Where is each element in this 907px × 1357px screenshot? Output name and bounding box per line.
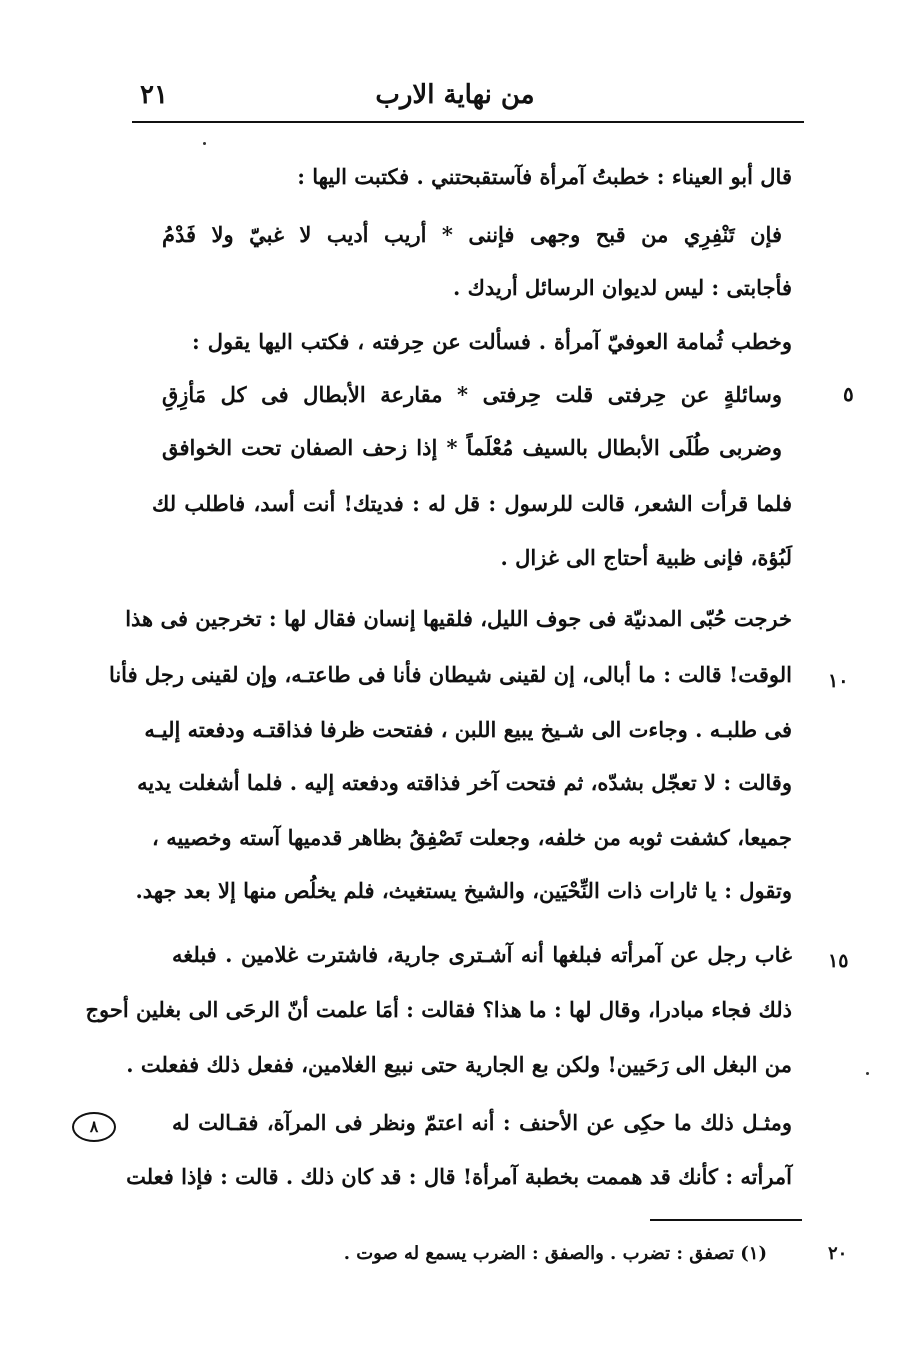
verse-line-2: وسائلةٍ عن حِرفتى قلت حِرفتى * مقارعة الأبطال فى كل مَأزِقِ: [162, 382, 782, 407]
text-line-4: وخطب ثُمامة العوفيّ آمرأة . فسألت عن حِرفته ، فكتب اليها يقول :: [192, 329, 792, 354]
text-line-19: آمرأته : كأنك قد هممت بخطبة آمرأة! قال : قد كان ذلك . قالت : فإذا فعلت: [126, 1164, 792, 1189]
text-line-7: فلما قرأت الشعر، قالت للرسول : قل له : فديتك! أنت أسد، فاطلب لك: [152, 491, 792, 516]
header-rule: [132, 121, 804, 123]
text-line-14: وتقول : يا ثارات ذات النِّحْيَين، والشيخ يستغيث، فلم يخلُص منها إلا بعد جهد.: [135, 878, 792, 903]
text-line-16: ذلك فجاء مبادرا، وقال لها : ما هذا؟ فقالت : أمَا علمت أنّ الرحَى الى بغلين أحوج: [85, 997, 792, 1022]
verse-line-3: وضربى طُلَى الأبطال بالسيف مُعْلَماً * إذا زحف الصفان تحت الخوافق: [162, 435, 782, 460]
scan-speck: [203, 142, 206, 145]
footnote-rule: [650, 1219, 802, 1221]
text-line-15: غاب رجل عن آمرأته فبلغها أنه آشـترى جارية، فاشترت غلامين . فبلغه: [172, 942, 792, 967]
text-line-13: جميعا، كشفت ثوبه من خلفه، وجعلت تَصْفِقُ بظاهر قدميها آسته وخصييه ،: [152, 825, 792, 850]
text-line-8: لَبُؤة، فإنى ظبية أحتاج الى غزال .: [500, 545, 792, 570]
scan-speck: [866, 1072, 869, 1075]
running-header-title: من نهاية الارب: [375, 80, 535, 110]
footnote: (١) تصفق : تضرب . والصفق : الضرب يسمع له صوت .: [343, 1243, 767, 1264]
text-line-17: من البغل الى رَحَيين! ولكن بع الجارية حتى نبيع الغلامين، ففعل ذلك ففعلت .: [126, 1052, 792, 1077]
margin-line-number-5: ٥: [843, 382, 854, 406]
original-page-marker: ٨: [72, 1112, 116, 1142]
text-line-11: فى طلبـه . وجاءت الى شـيخ يبيع اللبن ، ففتحت ظرفا فذاقتـه ودفعته إليـه: [144, 717, 792, 742]
margin-line-number-15: ١٥: [828, 950, 849, 972]
margin-line-number-20: ٢٠: [828, 1243, 848, 1264]
text-line-3: فأجابتى : ليس لديوان الرسائل أريدك .: [452, 275, 792, 300]
text-line-10: الوقت! قالت : ما أبالى، إن لقينى شيطان فأنا فى طاعتـه، وإن لقينى رجل فأنا: [108, 662, 792, 687]
text-line-1: قال أبو العيناء : خطبتُ آمرأة فآستقبحتني . فكتبت اليها :: [297, 164, 792, 189]
verse-line-1: فإن تَنْفِرِي من قبح وجهى فإننى * أريب أديب لا غبيّ ولا فَدْمُ: [162, 222, 782, 247]
page-number: ٢١: [140, 80, 168, 110]
margin-line-number-10: ١٠: [828, 670, 849, 692]
text-line-9: خرجت حُبّى المدنيّة فى جوف الليل، فلقيها إنسان فقال لها : تخرجين فى هذا: [125, 606, 792, 631]
text-line-18: ومثـل ذلك ما حكِى عن الأحنف : أنه اعتمّ ونظر فى المرآة، فقـالت له: [172, 1110, 792, 1135]
text-line-12: وقالت : لا تعجّل بشدّه، ثم فتحت آخر فذاقته ودفعته إليه . فلما أشغلت يديه: [137, 770, 792, 795]
